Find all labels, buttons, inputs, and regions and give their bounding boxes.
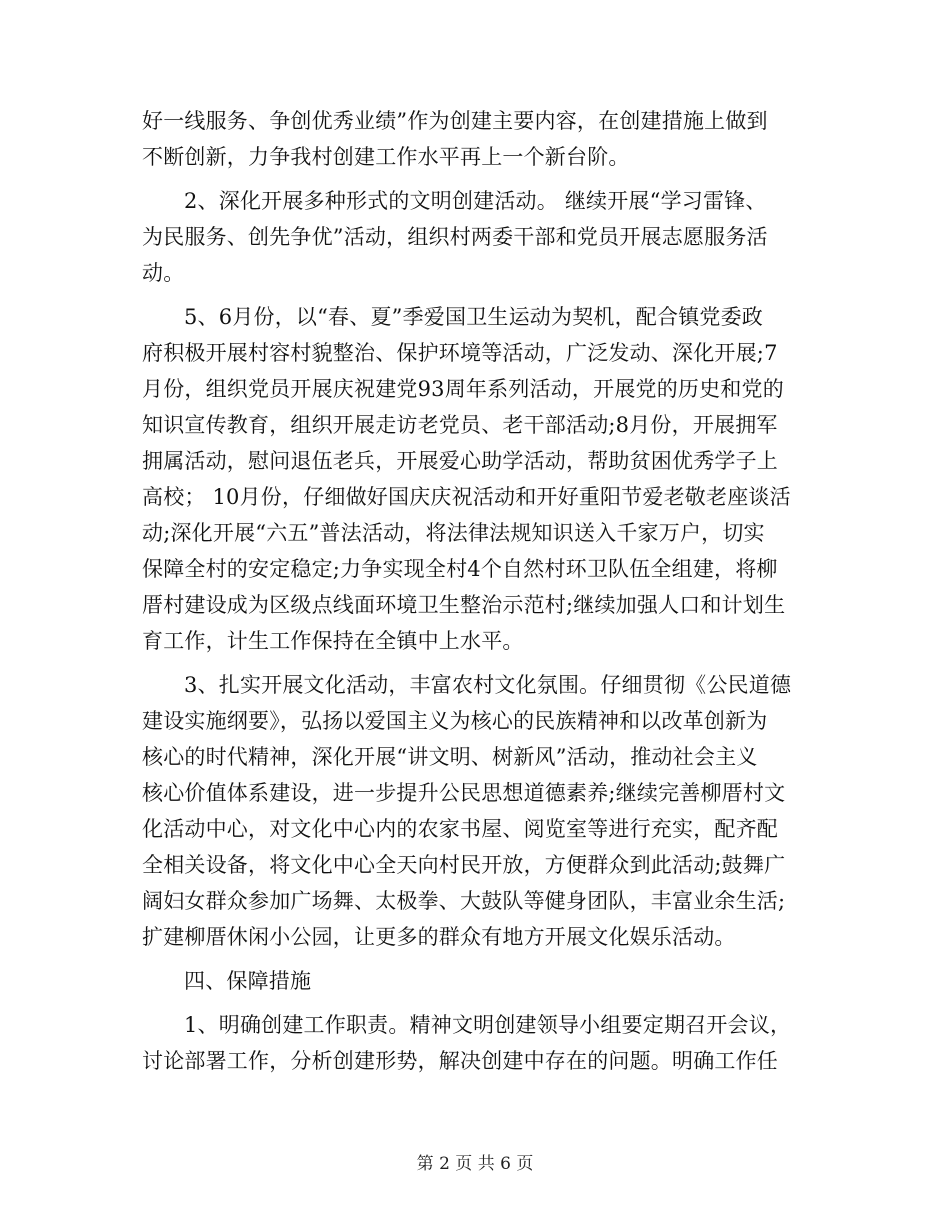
- text-line: 四、保障措施: [184, 969, 312, 993]
- text-line: 厝村建设成为区级点线面环境卫生整治示范村;继续加强人口和计划生: [142, 593, 786, 617]
- text-line: 核心的时代精神，深化开展“讲文明、树新风”活动，推动社会主义: [142, 745, 758, 769]
- paragraph: [142, 1007, 802, 1079]
- text-line: 阔妇女群众参加广场舞、太极拳、大鼓队等健身团队，丰富业余生活;: [142, 889, 786, 913]
- paragraph: [142, 103, 802, 175]
- paragraph: [142, 299, 802, 659]
- paragraph: [142, 667, 802, 955]
- section-heading: [142, 963, 802, 999]
- text-line: 2、深化开展多种形式的文明创建活动。 继续开展“学习雷锋、: [184, 189, 767, 213]
- text-line: 动。: [142, 261, 185, 285]
- text-line: 5、6月份，以“春、夏”季爱国卫生运动为契机，配合镇党委政: [184, 305, 763, 329]
- text-line: 月份，组织党员开展庆祝建党93周年系列活动，开展党的历史和党的: [142, 377, 784, 401]
- text-line: 扩建柳厝休闲小公园，让更多的群众有地方开展文化娱乐活动。: [142, 925, 736, 949]
- text-line: 核心价值体系建设，进一步提升公民思想道德素养;继续完善柳厝村文: [142, 781, 786, 805]
- text-line: 动;深化开展“六五”普法活动，将法律法规知识送入千家万户，切实: [142, 521, 765, 545]
- text-line: 知识宣传教育，组织开展走访老党员、老干部活动;8月份，开展拥军: [142, 413, 778, 437]
- text-line: 不断创新，力争我村创建工作水平再上一个新台阶。: [142, 145, 630, 169]
- text-line: 1、明确创建工作职责。精神文明创建领导小组要定期召开会议，: [184, 1013, 792, 1037]
- text-line: 为民服务、创先争优”活动，组织村两委干部和党员开展志愿服务活: [142, 225, 768, 249]
- text-line: 化活动中心，对文化中心内的农家书屋、阅览室等进行充实，配齐配: [142, 817, 778, 841]
- page-number-footer: 第 2 页 共 6 页: [416, 1154, 534, 1174]
- text-line: 育工作，计生工作保持在全镇中上水平。: [142, 629, 524, 653]
- text-line: 府积极开展村容村貌整治、保护环境等活动，广泛发动、深化开展;7: [142, 341, 778, 365]
- text-line: 拥属活动，慰问退伍老兵，开展爱心助学活动，帮助贫困优秀学子上: [142, 449, 778, 473]
- text-line: 全相关设备，将文化中心全天向村民开放，方便群众到此活动;鼓舞广: [142, 853, 786, 877]
- text-line: 高校； 10月份，仔细做好国庆庆祝活动和开好重阳节爱老敬老座谈活: [142, 485, 791, 509]
- text-line: 保障全村的安定稳定;力争实现全村4个自然村环卫队伍全组建，将柳: [142, 557, 778, 581]
- text-line: 讨论部署工作，分析创建形势，解决创建中存在的问题。明确工作任: [142, 1049, 778, 1073]
- text-line: 好一线服务、争创优秀业绩”作为创建主要内容，在创建措施上做到: [142, 109, 768, 133]
- document-body: [142, 103, 802, 1087]
- text-line: 建设实施纲要》，弘扬以爱国主义为核心的民族精神和以改革创新为: [142, 709, 768, 733]
- text-line: 3、扎实开展文化活动，丰富农村文化氛围。仔细贯彻《公民道德: [184, 673, 792, 697]
- paragraph: [142, 183, 802, 291]
